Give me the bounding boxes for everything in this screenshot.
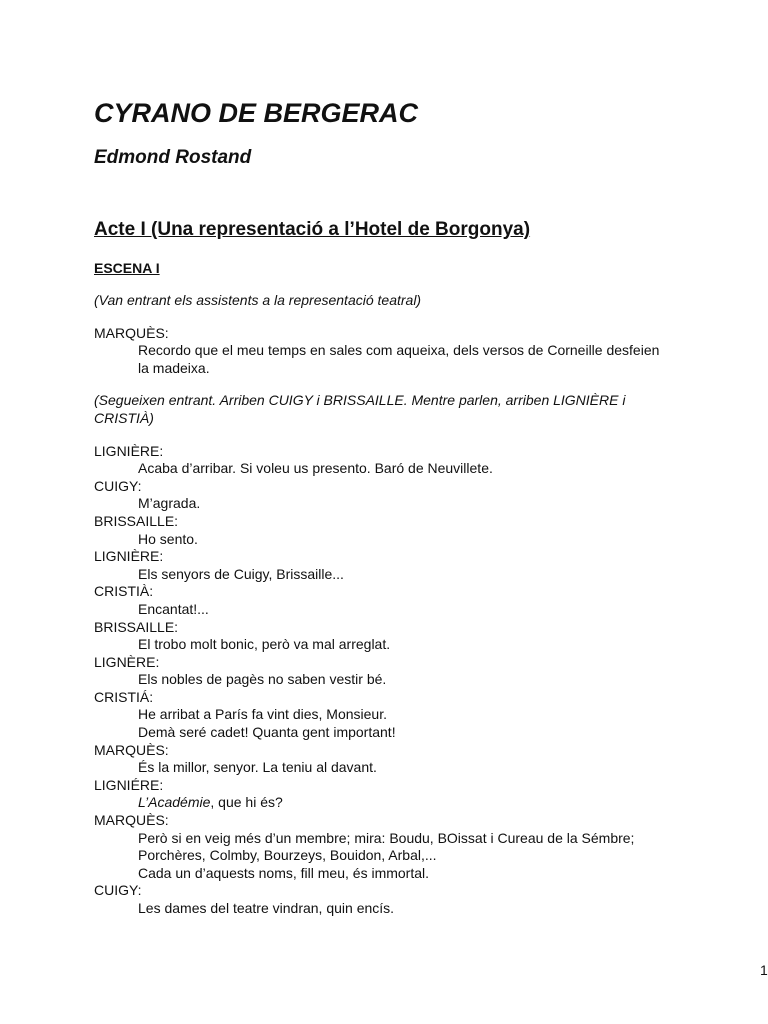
act-heading: Acte I (Una representació a l’Hotel de Borgonya) (94, 219, 531, 240)
speaker-name: MARQUÈS: (94, 324, 169, 341)
play-text (94, 292, 714, 918)
speaker-name: LIGNIÈRE: (94, 548, 164, 565)
dialogue-line: El trobo molt bonic, però va mal arreglat. (138, 636, 391, 653)
play-title: CYRANO DE BERGERAC (94, 98, 419, 128)
speaker-name: CRISTIÁ: (94, 688, 154, 705)
stage-direction: (Van entrant els assistents a la representació teatral) (94, 292, 422, 308)
dialogue-line (138, 794, 714, 812)
dialogue-line: Porchères, Colmby, Bourzeys, Bouidon, Arbal,... (138, 847, 437, 864)
dialogue-line: Demà seré cadet! Quanta gent important! (138, 724, 396, 741)
speaker-name: CUIGY: (94, 882, 142, 899)
dialogue-line-rest: , que hi és? (210, 794, 283, 811)
speaker-name: MARQUÈS: (94, 741, 169, 758)
dialogue-line: Recordo que el meu temps en sales com aqueixa, dels versos de Corneille desfeien (138, 342, 660, 359)
stage-direction: (Segueixen entrant. Arriben CUIGY i BRISSAILLE. Mentre parlen, arriben LIGNIÈRE i (94, 392, 626, 409)
dialogue-line: Encantat!... (138, 600, 209, 617)
dialogue-line: la madeixa. (138, 359, 210, 376)
dialogue-line: Ho sento. (138, 530, 198, 547)
page-number: 1 (760, 962, 768, 978)
dialogue-line: És la millor, senyor. La teniu al davant. (138, 759, 377, 776)
dialogue-line: Però si en veig més d’un membre; mira: Boudu, BOissat i Cureau de la Sémbre; (138, 829, 635, 846)
speaker-name: LIGNIÉRE: (94, 776, 164, 793)
italic-title: L’Académie (138, 794, 211, 811)
dialogue-line: Els senyors de Cuigy, Brissaille... (138, 565, 344, 582)
dialogue-line: Acaba d’arribar. Si voleu us presento. Baró de Neuvillete. (138, 460, 493, 477)
scene-heading: ESCENA I (94, 260, 160, 276)
speaker-name: CUIGY: (94, 477, 142, 494)
dialogue-line: He arribat a París fa vint dies, Monsieur. (138, 706, 387, 723)
speaker-name: BRISSAILLE: (94, 512, 179, 529)
author-name: Edmond Rostand (94, 147, 252, 168)
speaker-name: CRISTIÀ: (94, 583, 154, 600)
dialogue-line: Les dames del teatre vindran, quin encís. (138, 900, 395, 916)
speaker-name: LIGNIÈRE: (94, 442, 164, 459)
stage-direction: CRISTIÀ) (94, 409, 154, 426)
speaker-name: LIGNÈRE: (94, 653, 160, 670)
speaker-name: MARQUÈS: (94, 812, 169, 829)
dialogue-line: M’agrada. (138, 495, 201, 512)
dialogue-line: Els nobles de pagès no saben vestir bé. (138, 671, 387, 688)
speaker-name: BRISSAILLE: (94, 618, 179, 635)
dialogue-line: Cada un d’aquests noms, fill meu, és immortal. (138, 864, 430, 881)
